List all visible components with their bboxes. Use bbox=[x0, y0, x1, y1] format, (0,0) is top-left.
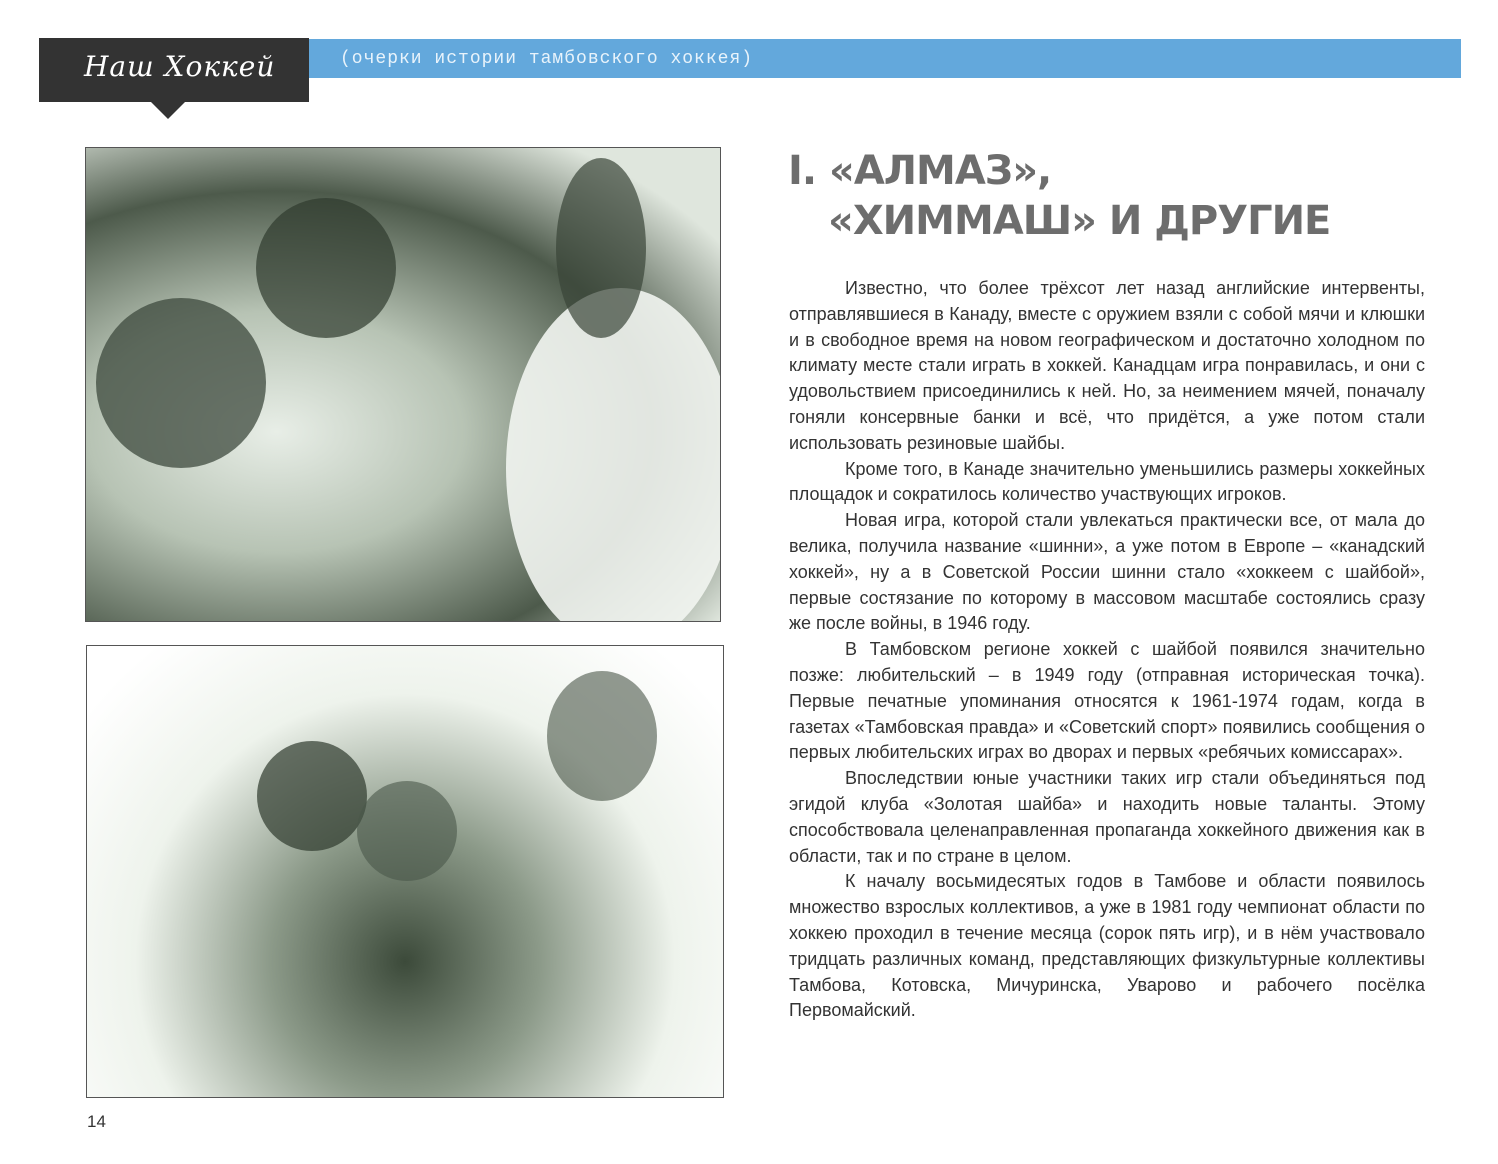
photo-players-laughing bbox=[85, 147, 721, 622]
photo-figure bbox=[547, 671, 657, 801]
chapter-title-line-2: «ХИММАШ» И ДРУГИЕ bbox=[828, 198, 1331, 244]
page-number: 14 bbox=[87, 1112, 106, 1131]
photo-figure bbox=[96, 298, 266, 468]
body-text bbox=[789, 276, 1425, 1024]
photo-figure bbox=[556, 158, 646, 338]
paragraph: Кроме того, в Канаде значительно уменьшились размеры хоккейных площадок и сократилось количество участвующих игроков. bbox=[789, 458, 1425, 505]
paragraph: Новая игра, которой стали увлекаться практически все, от мала до велика, получила название «шинни», а уже потом в Европе – «канадский хоккей», ну а в Советской России шинни стало «хоккеем с шайбой», первые состязание по которому в массовом масштабе состоялись сразу же после войны, в 1946 году. bbox=[789, 510, 1425, 634]
paragraph: Известно, что более трёхсот лет назад английские интервенты, отправлявшиеся в Канаду, вместе с оружием взяли с собой мячи и клюшки и в свободное время на новом географическом и достаточно холодном по климату месте стали играть в хоккей. Канадцам игра понравилась, и они с удовольствием присоединились к ней. Но, за неимением мячей, поначалу гоняли консервные банки и всё, что придётся, а уже потом стали использовать резиновые шайбы. bbox=[789, 278, 1425, 453]
series-title: Наш Хоккей bbox=[84, 50, 276, 83]
photo-figure bbox=[256, 198, 396, 338]
paragraph: Впоследствии юные участники таких игр стали объединяться под эгидой клуба «Золотая шайба» и находить новые таланты. Этому способствовала целенаправленная пропаганда хоккейного движения как в области, так и по стране в целом. bbox=[789, 768, 1425, 866]
chapter-title bbox=[788, 146, 1330, 246]
photo-figure bbox=[357, 781, 457, 881]
header-tab-pointer bbox=[150, 101, 186, 119]
chapter-title-line-1: I. «АЛМАЗ», bbox=[788, 148, 1052, 194]
series-subtitle: (очерки истории тамбовского хоккея) bbox=[340, 49, 754, 69]
photo-figure bbox=[257, 741, 367, 851]
photo-players-with-sticks bbox=[86, 645, 724, 1098]
paragraph: К началу восьмидесятых годов в Тамбове и области появилось множество взрослых коллективов, а уже в 1981 году чемпионат области по хоккею проходил в течение месяца (сорок пять игр), и в нём участвовало тридцать различных команд, представляющих физкультурные коллективы Тамбова, Котовска, Мичуринска, Уварово и рабочего посёлка Первомайский. bbox=[789, 871, 1425, 1021]
paragraph: В Тамбовском регионе хоккей с шайбой появился значительно позже: любительский – в 1949 году (отправная историческая точка). Первые печатные упоминания относятся к 1961-1974 годам, когда в газетах «Тамбовская правда» и «Советский спорт» появились сообщения о первых любительских играх во дворах и первых «ребячьих комиссарах». bbox=[789, 639, 1425, 763]
photo-figure bbox=[506, 288, 721, 622]
